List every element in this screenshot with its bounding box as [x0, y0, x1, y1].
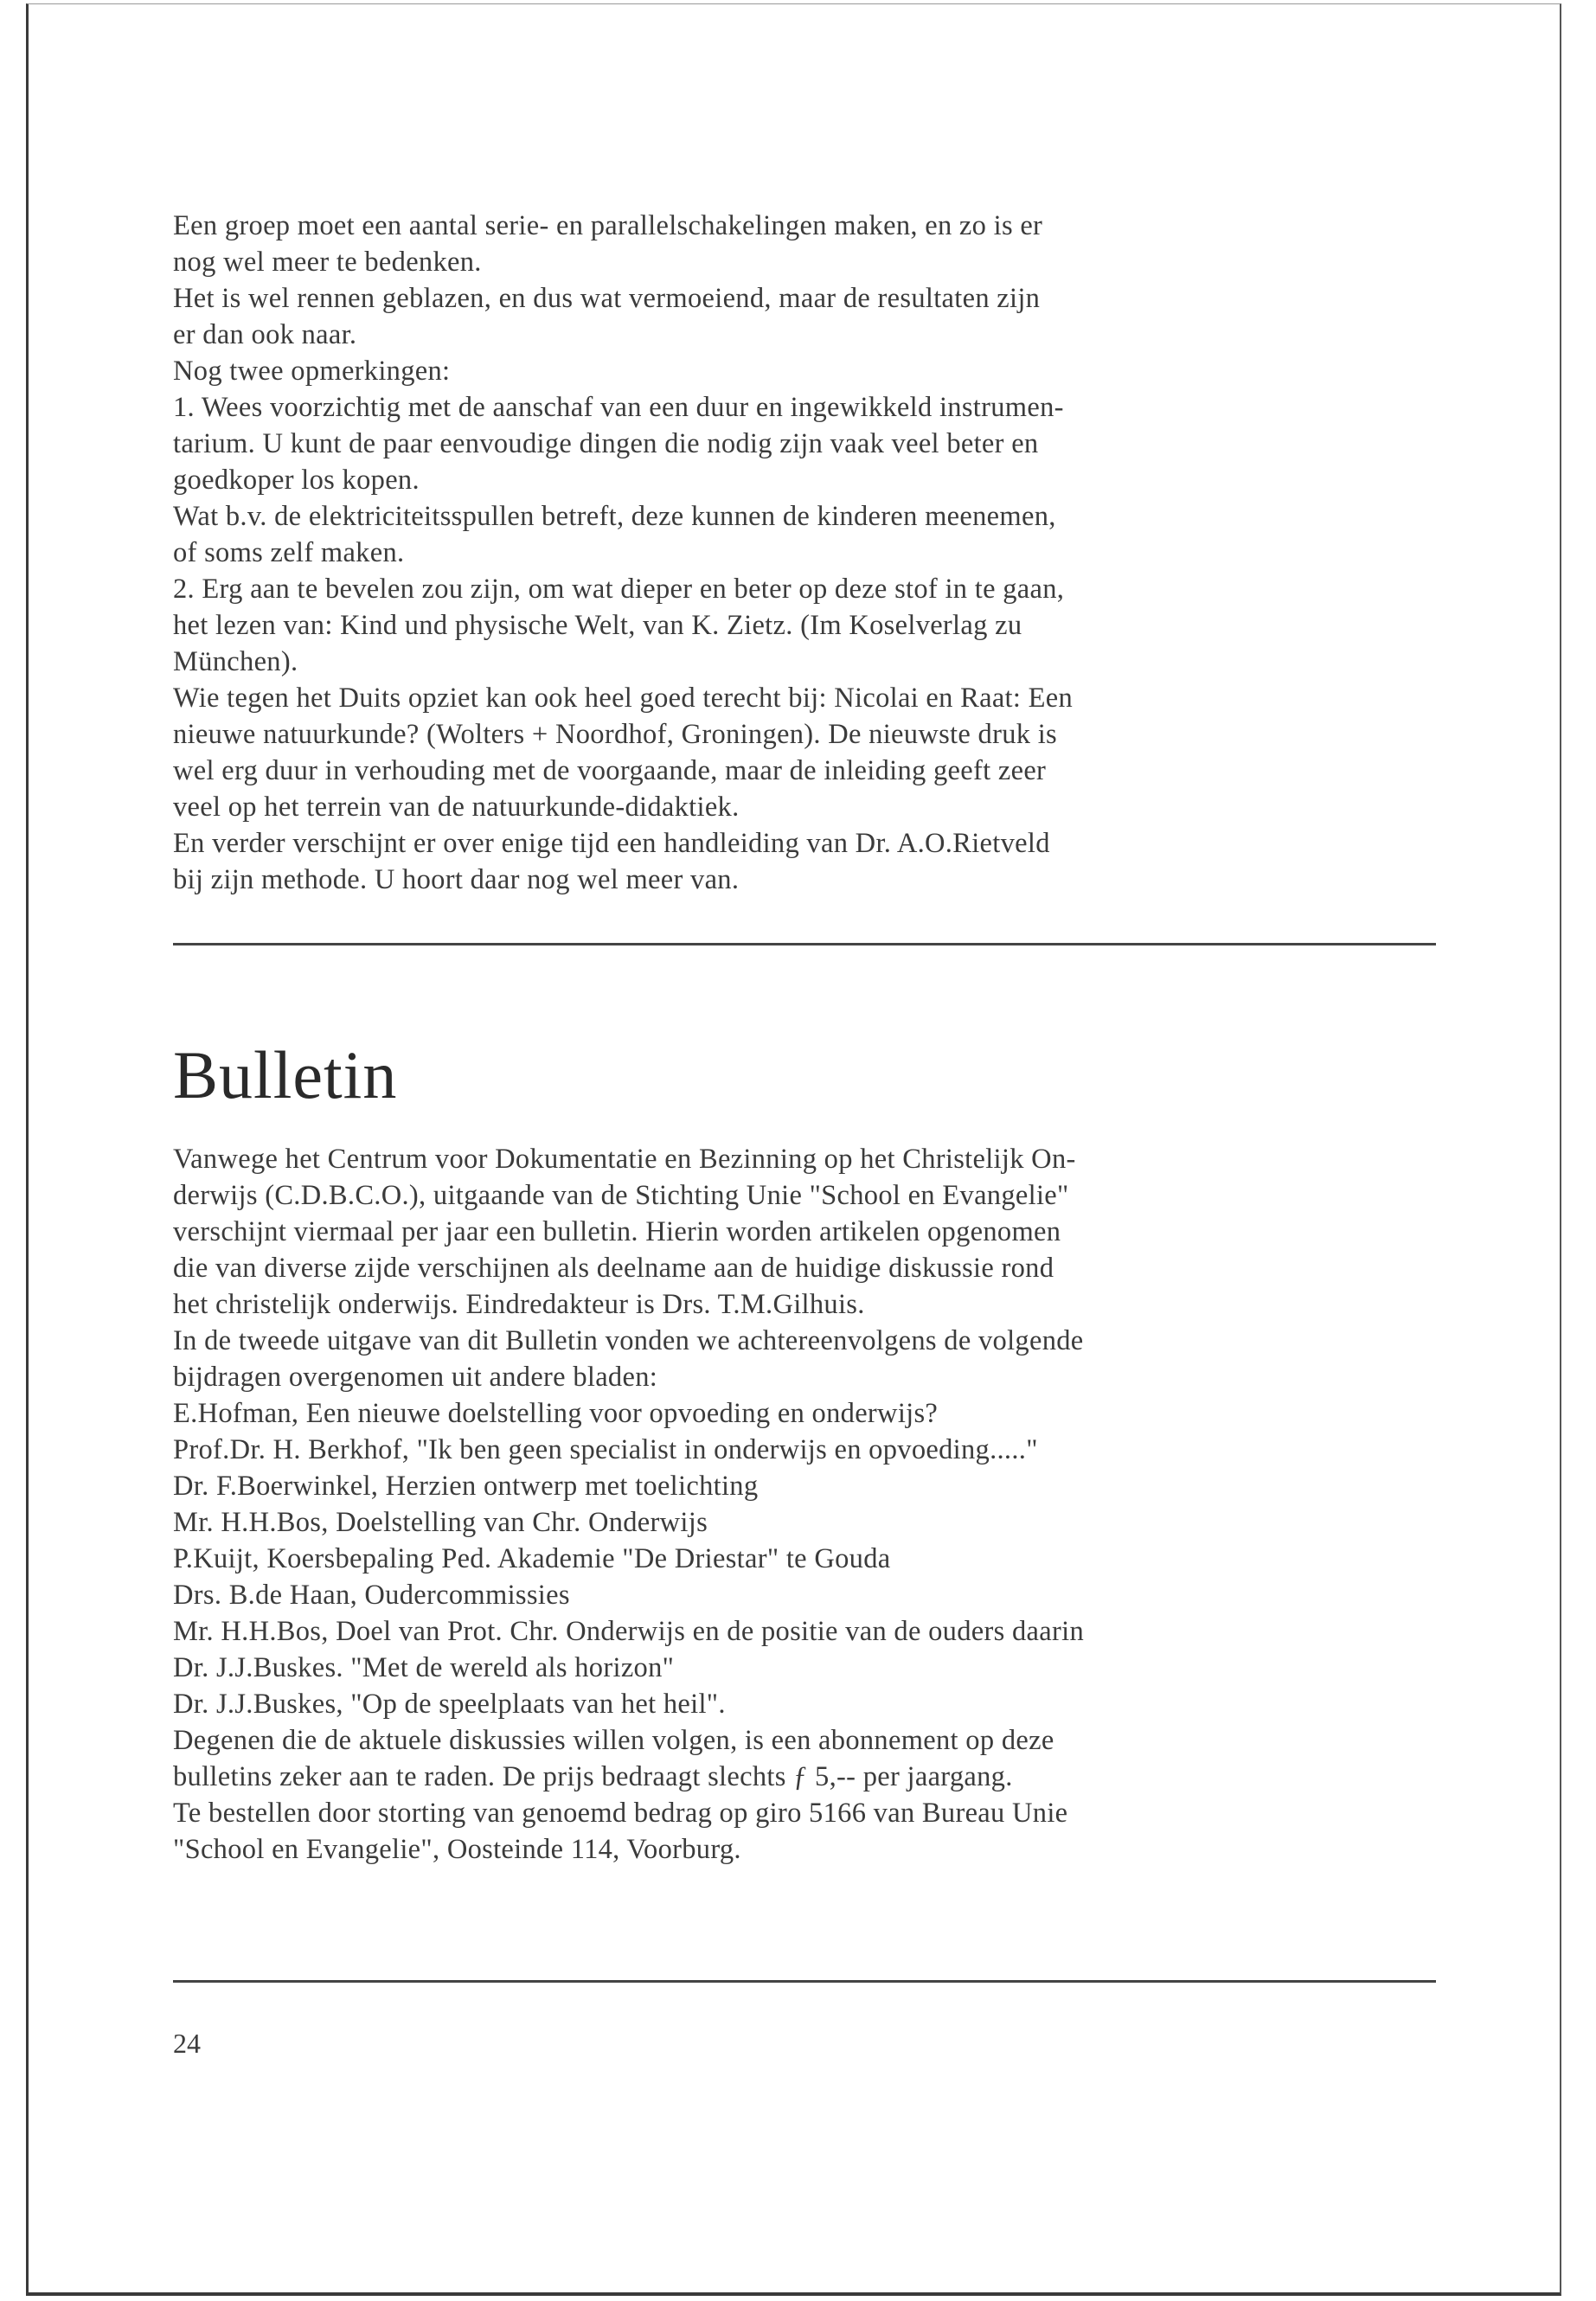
- text-line: In de tweede uitgave van dit Bulletin vonden we achtereenvolgens de volgende: [173, 1325, 1084, 1356]
- text-line: er dan ook naar.: [173, 319, 357, 350]
- text-line: Degenen die de aktuele diskussies willen volgen, is een abonnement op deze: [173, 1725, 1054, 1756]
- text-line: Een groep moet een aantal serie- en parallelschakelingen maken, en zo is er: [173, 210, 1043, 241]
- text-line: het christelijk onderwijs. Eindredakteur is Drs. T.M.Gilhuis.: [173, 1289, 865, 1320]
- text-line: München).: [173, 646, 298, 677]
- text-line: goedkoper los kopen.: [173, 465, 420, 496]
- text-line: Wat b.v. de elektriciteitsspullen betreft, deze kunnen de kinderen meenemen,: [173, 501, 1056, 532]
- footer-divider: [173, 1980, 1436, 1983]
- text-line: Wie tegen het Duits opziet kan ook heel goed terecht bij: Nicolai en Raat: Een: [173, 683, 1074, 714]
- page-content: [173, 208, 1453, 2061]
- text-line: wel erg duur in verhouding met de voorgaande, maar de inleiding geeft zeer: [173, 755, 1047, 786]
- list-item: Prof.Dr. H. Berkhof, "Ik ben geen specialist in onderwijs en opvoeding.....": [173, 1434, 1038, 1465]
- text-line: Vanwege het Centrum voor Dokumentatie en Bezinning op het Christelijk On-: [173, 1144, 1076, 1175]
- list-item: Dr. J.J.Buskes, "Op de speelplaats van het heil".: [173, 1689, 726, 1720]
- text-line: Nog twee opmerkingen:: [173, 356, 451, 387]
- text-line: 2. Erg aan te bevelen zou zijn, om wat dieper en beter op deze stof in te gaan,: [173, 574, 1065, 605]
- list-item: Dr. F.Boerwinkel, Herzien ontwerp met toelichting: [173, 1471, 759, 1502]
- text-line: bij zijn methode. U hoort daar nog wel meer van.: [173, 864, 740, 895]
- text-line: bijdragen overgenomen uit andere bladen:: [173, 1362, 658, 1393]
- list-item: P.Kuijt, Koersbepaling Ped. Akademie "De Driestar" te Gouda: [173, 1543, 891, 1574]
- page-number: 24: [173, 2028, 201, 2059]
- text-line: of soms zelf maken.: [173, 537, 405, 568]
- text-line: nog wel meer te bedenken.: [173, 247, 482, 278]
- text-line: Te bestellen door storting van genoemd bedrag op giro 5166 van Bureau Unie: [173, 1798, 1068, 1829]
- bulletin-section: [173, 1141, 1453, 1868]
- list-item: Drs. B.de Haan, Oudercommissies: [173, 1580, 570, 1611]
- text-line: Het is wel rennen geblazen, en dus wat vermoeiend, maar de resultaten zijn: [173, 283, 1041, 314]
- text-line: derwijs (C.D.B.C.O.), uitgaande van de Stichting Unie "School en Evangelie": [173, 1180, 1069, 1211]
- text-line: het lezen van: Kind und physische Welt, van K. Zietz. (Im Koselverlag zu: [173, 610, 1022, 641]
- section-divider: [173, 943, 1436, 945]
- list-item: Dr. J.J.Buskes. "Met de wereld als horizon": [173, 1652, 675, 1683]
- text-line: bulletins zeker aan te raden. De prijs bedraagt slechts ƒ 5,-- per jaargang.: [173, 1761, 1013, 1792]
- list-item: Mr. H.H.Bos, Doel van Prot. Chr. Onderwijs en de positie van de ouders daarin: [173, 1616, 1085, 1647]
- list-item: E.Hofman, Een nieuwe doelstelling voor opvoeding en onderwijs?: [173, 1398, 939, 1429]
- list-item: Mr. H.H.Bos, Doelstelling van Chr. Onderwijs: [173, 1507, 708, 1538]
- top-section: [173, 208, 1453, 898]
- text-line: En verder verschijnt er over enige tijd een handleiding van Dr. A.O.Rietveld: [173, 828, 1050, 859]
- text-line: veel op het terrein van de natuurkunde-didaktiek.: [173, 792, 740, 823]
- text-line: die van diverse zijde verschijnen als deelname aan de huidige diskussie rond: [173, 1253, 1054, 1284]
- text-line: tarium. U kunt de paar eenvoudige dingen die nodig zijn vaak veel beter en: [173, 428, 1039, 459]
- text-line: 1. Wees voorzichtig met de aanschaf van een duur en ingewikkeld instrumen-: [173, 392, 1064, 423]
- text-line: nieuwe natuurkunde? (Wolters + Noordhof, Groningen). De nieuwste druk is: [173, 719, 1057, 750]
- bulletin-heading: Bulletin: [173, 1037, 398, 1112]
- text-line: verschijnt viermaal per jaar een bulletin. Hierin worden artikelen opgenomen: [173, 1216, 1061, 1247]
- text-line: "School en Evangelie", Oosteinde 114, Voorburg.: [173, 1834, 741, 1865]
